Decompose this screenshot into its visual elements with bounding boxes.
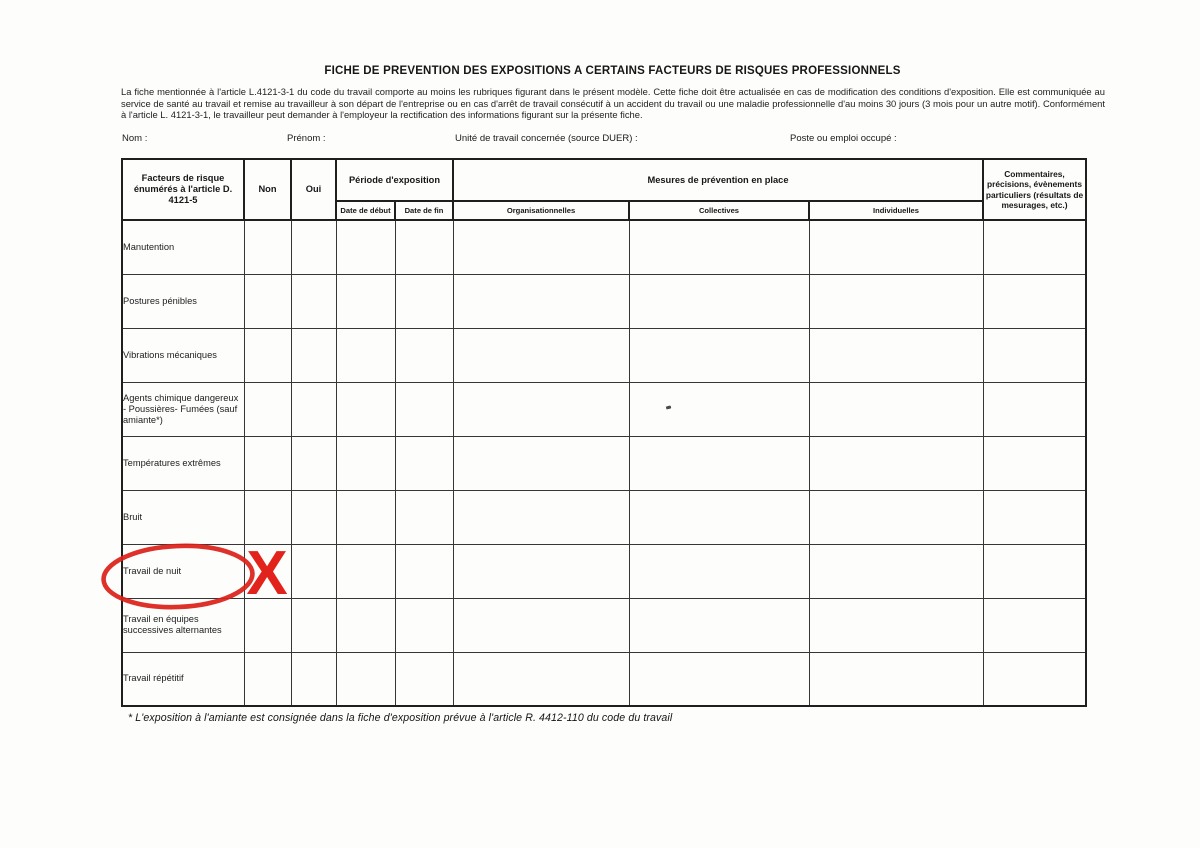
cell-collectives (629, 490, 809, 544)
cell-individuelles (809, 220, 983, 274)
col-header-organisationnelles: Organisationnelles (453, 201, 629, 220)
table-row-agents-chimiques (122, 382, 1086, 436)
cell-oui (291, 220, 336, 274)
table-row-postures (122, 274, 1086, 328)
cell-date-fin (395, 220, 453, 274)
cell-date-fin (395, 598, 453, 652)
cell-date-debut (336, 436, 395, 490)
red-x-mark: X (246, 539, 288, 608)
cell-non (244, 328, 291, 382)
cell-individuelles (809, 544, 983, 598)
cell-non (244, 490, 291, 544)
col-header-commentaires: Commentaires, précisions, évènements particuliers (résultats de mesurages, etc.) (983, 159, 1086, 220)
table-row-travail-repetitif (122, 652, 1086, 706)
cell-date-fin (395, 544, 453, 598)
table-row-manutention (122, 220, 1086, 274)
cell-organisationnelles (453, 652, 629, 706)
col-header-mesures: Mesures de prévention en place (453, 159, 983, 201)
cell-non (244, 436, 291, 490)
cell-date-debut (336, 544, 395, 598)
cell-commentaires (983, 652, 1086, 706)
row-label: Bruit (122, 490, 244, 544)
cell-individuelles (809, 598, 983, 652)
cell-organisationnelles (453, 382, 629, 436)
intro-paragraph: La fiche mentionnée à l'article L.4121-3-1 du code du travail comporte au moins les rubriques figurant dans le présent modèle. Cette fiche doit être actualisée en cas de modification des conditions d'exposition. Elle est communiquée au service de santé au travail et remise au travailleur à son départ de l'entreprise ou en cas d'arrêt de travail consécutif à un accident du travail ou une maladie professionnelle d'au moins 30 jours (3 mois pour un autre motif). Conformément à l'article L. 4121-3-1, le travailleur peut demander à l'employeur la rectification des informations figurant sur la présente fiche. (121, 86, 1105, 121)
cell-commentaires (983, 598, 1086, 652)
cell-date-fin (395, 328, 453, 382)
row-label: Vibrations mécaniques (122, 328, 244, 382)
cell-commentaires (983, 220, 1086, 274)
col-header-date-fin: Date de fin (395, 201, 453, 220)
cell-collectives (629, 436, 809, 490)
cell-date-fin (395, 652, 453, 706)
cell-non (244, 652, 291, 706)
cell-oui (291, 328, 336, 382)
cell-oui (291, 436, 336, 490)
row-label: Travail en équipes successives alternantes (122, 598, 244, 652)
field-label-prenom: Prénom : (287, 133, 326, 144)
cell-individuelles (809, 652, 983, 706)
cell-date-fin (395, 436, 453, 490)
cell-commentaires (983, 382, 1086, 436)
field-label-unite-travail: Unité de travail concernée (source DUER) : (455, 133, 638, 144)
cell-date-debut (336, 328, 395, 382)
table-row-vibrations (122, 328, 1086, 382)
cell-collectives (629, 544, 809, 598)
cell-date-debut (336, 598, 395, 652)
cell-date-fin (395, 382, 453, 436)
cell-organisationnelles (453, 490, 629, 544)
col-header-periode: Période d'exposition (336, 159, 453, 201)
cell-oui (291, 382, 336, 436)
cell-collectives (629, 220, 809, 274)
cell-commentaires (983, 490, 1086, 544)
row-label: Travail répétitif (122, 652, 244, 706)
cell-organisationnelles (453, 598, 629, 652)
cell-commentaires (983, 274, 1086, 328)
row-label: Températures extrêmes (122, 436, 244, 490)
cell-oui (291, 598, 336, 652)
cell-oui (291, 274, 336, 328)
cell-collectives (629, 652, 809, 706)
table-row-bruit (122, 490, 1086, 544)
cell-date-debut (336, 220, 395, 274)
cell-non (244, 382, 291, 436)
cell-non (244, 220, 291, 274)
cell-individuelles (809, 436, 983, 490)
cell-individuelles (809, 328, 983, 382)
cell-organisationnelles (453, 544, 629, 598)
cell-date-fin (395, 490, 453, 544)
cell-date-debut (336, 274, 395, 328)
cell-date-debut (336, 490, 395, 544)
col-header-oui: Oui (291, 159, 336, 220)
cell-non (244, 274, 291, 328)
row-label: Manutention (122, 220, 244, 274)
cell-collectives (629, 328, 809, 382)
row-label: Travail de nuit (122, 544, 244, 598)
cell-commentaires (983, 328, 1086, 382)
cell-organisationnelles (453, 328, 629, 382)
page-title: FICHE DE PREVENTION DES EXPOSITIONS A CERTAINS FACTEURS DE RISQUES PROFESSIONNELS (324, 65, 901, 77)
cell-organisationnelles (453, 220, 629, 274)
cell-individuelles (809, 382, 983, 436)
row-label: Agents chimique dangereux - Poussières- Fumées (sauf amiante*) (122, 382, 244, 436)
cell-organisationnelles (453, 274, 629, 328)
cell-collectives (629, 382, 809, 436)
cell-organisationnelles (453, 436, 629, 490)
cell-commentaires (983, 436, 1086, 490)
col-header-non: Non (244, 159, 291, 220)
cell-individuelles (809, 490, 983, 544)
col-header-date-debut: Date de début (336, 201, 395, 220)
cell-individuelles (809, 274, 983, 328)
table-row-temperatures (122, 436, 1086, 490)
cell-oui (291, 652, 336, 706)
cell-commentaires (983, 544, 1086, 598)
exposure-table (121, 158, 1087, 707)
cell-date-debut (336, 382, 395, 436)
cell-date-debut (336, 652, 395, 706)
field-label-poste: Poste ou emploi occupé : (790, 133, 897, 144)
cell-collectives (629, 274, 809, 328)
field-label-nom: Nom : (122, 133, 148, 144)
cell-date-fin (395, 274, 453, 328)
row-label: Postures pénibles (122, 274, 244, 328)
cell-collectives (629, 598, 809, 652)
col-header-collectives: Collectives (629, 201, 809, 220)
cell-oui (291, 490, 336, 544)
cell-oui (291, 544, 336, 598)
col-header-individuelles: Individuelles (809, 201, 983, 220)
footnote-amiante: * L'exposition à l'amiante est consignée dans la fiche d'exposition prévue à l'article R. 4412-110 du code du travail (128, 712, 673, 724)
col-header-facteurs: Facteurs de risque énumérés à l'article D. 4121-5 (122, 159, 244, 220)
